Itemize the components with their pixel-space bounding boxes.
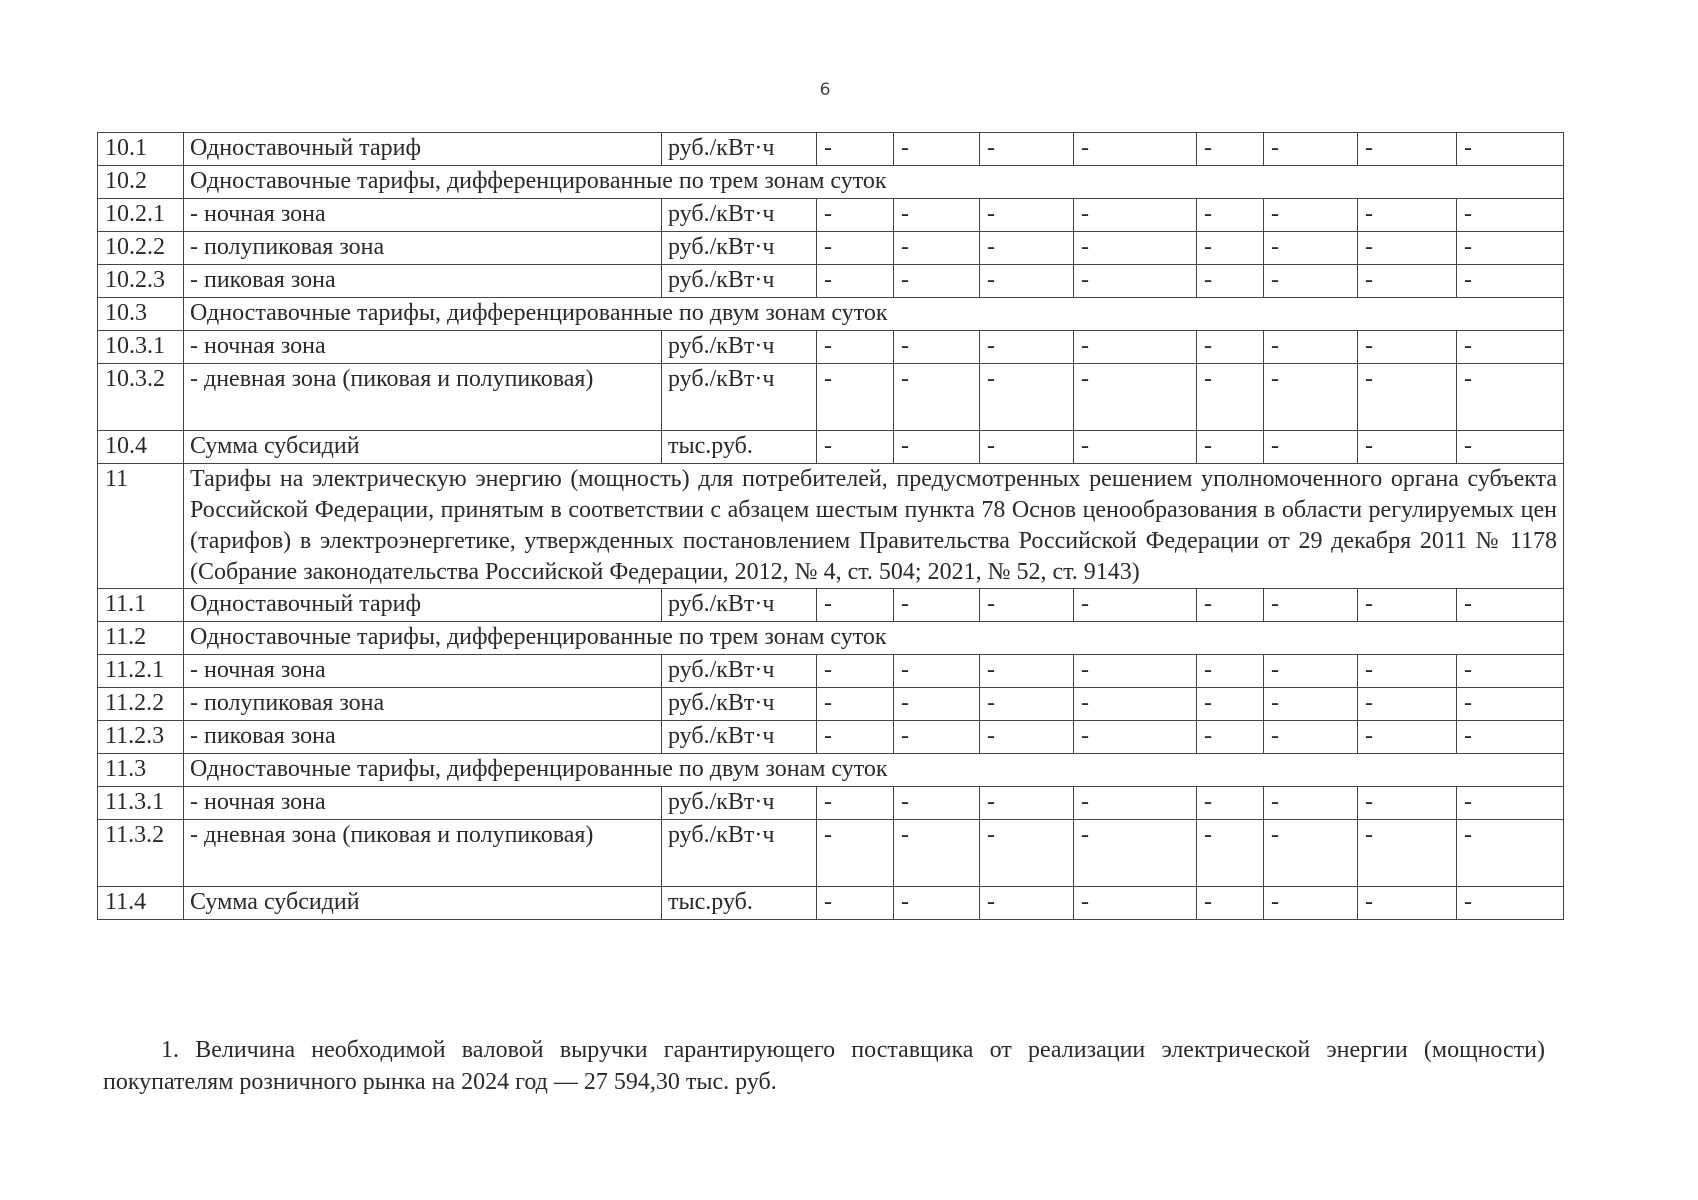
row-value: - <box>1074 265 1197 298</box>
row-value: - <box>980 655 1074 688</box>
table-row <box>98 166 1564 199</box>
row-name: Одноставочный тариф <box>184 133 662 166</box>
row-unit: руб./кВт·ч <box>662 265 817 298</box>
row-value: - <box>1264 364 1358 431</box>
row-value: - <box>980 721 1074 754</box>
row-value: - <box>1264 787 1358 820</box>
row-value: - <box>894 721 980 754</box>
row-number: 11.2 <box>98 622 184 655</box>
tariff-table <box>97 132 1564 920</box>
row-value: - <box>1264 265 1358 298</box>
row-number: 11.3.1 <box>98 787 184 820</box>
table-row <box>98 887 1564 920</box>
row-value: - <box>1197 721 1264 754</box>
row-unit: руб./кВт·ч <box>662 364 817 431</box>
row-value: - <box>817 655 894 688</box>
row-value: - <box>1457 721 1564 754</box>
row-section-title: Одноставочные тарифы, дифференцированные по двум зонам суток <box>184 298 1564 331</box>
row-value: - <box>1264 589 1358 622</box>
row-value: - <box>1197 265 1264 298</box>
row-value: - <box>894 232 980 265</box>
row-name: - ночная зона <box>184 655 662 688</box>
row-value: - <box>1074 589 1197 622</box>
row-value: - <box>980 887 1074 920</box>
row-value: - <box>980 133 1074 166</box>
row-unit: тыс.руб. <box>662 431 817 464</box>
table-row <box>98 298 1564 331</box>
row-value: - <box>1197 431 1264 464</box>
row-value: - <box>1358 431 1457 464</box>
row-number: 10.2.3 <box>98 265 184 298</box>
row-value: - <box>1197 787 1264 820</box>
row-number: 11.4 <box>98 887 184 920</box>
row-unit: тыс.руб. <box>662 887 817 920</box>
row-value: - <box>1457 787 1564 820</box>
row-value: - <box>1074 820 1197 887</box>
row-value: - <box>1358 787 1457 820</box>
row-value: - <box>1457 887 1564 920</box>
row-value: - <box>894 364 980 431</box>
table-row <box>98 754 1564 787</box>
row-number: 10.4 <box>98 431 184 464</box>
row-value: - <box>817 688 894 721</box>
row-value: - <box>1358 133 1457 166</box>
row-name: - дневная зона (пиковая и полупиковая) <box>184 820 662 887</box>
row-number: 11.3.2 <box>98 820 184 887</box>
row-unit: руб./кВт·ч <box>662 721 817 754</box>
row-unit: руб./кВт·ч <box>662 232 817 265</box>
row-value: - <box>1197 655 1264 688</box>
row-value: - <box>1074 887 1197 920</box>
row-name: Сумма субсидий <box>184 431 662 464</box>
tariff-table-body <box>98 133 1564 920</box>
row-value: - <box>1074 787 1197 820</box>
row-value: - <box>1264 331 1358 364</box>
row-name: - дневная зона (пиковая и полупиковая) <box>184 364 662 431</box>
row-section-title: Одноставочные тарифы, дифференцированные по трем зонам суток <box>184 622 1564 655</box>
row-value: - <box>817 199 894 232</box>
row-value: - <box>894 820 980 887</box>
row-unit: руб./кВт·ч <box>662 655 817 688</box>
table-row <box>98 721 1564 754</box>
row-value: - <box>1358 265 1457 298</box>
row-value: - <box>1358 199 1457 232</box>
row-section-title: Тарифы на электрическую энергию (мощность) для потребителей, предусмотренных решением уполномоченного органа субъекта Российской Федерации, принятым в соответствии с абзацем шестым пункта 78 Основ ценообразования в области регулируемых цен (тарифов) в электроэнергетике, утвержденных постановлением Правительства Российской Федерации от 29 декабря 2011 № 1178 (Собрание законодательства Российской Федерации, 2012, № 4, ст. 504; 2021, № 52, ст. 9143) <box>184 464 1564 589</box>
row-unit: руб./кВт·ч <box>662 199 817 232</box>
row-number: 10.3.1 <box>98 331 184 364</box>
table-row <box>98 787 1564 820</box>
row-value: - <box>1074 232 1197 265</box>
row-value: - <box>1264 820 1358 887</box>
row-value: - <box>1264 887 1358 920</box>
row-value: - <box>980 331 1074 364</box>
row-unit: руб./кВт·ч <box>662 688 817 721</box>
row-value: - <box>1358 655 1457 688</box>
row-name: Одноставочный тариф <box>184 589 662 622</box>
row-unit: руб./кВт·ч <box>662 133 817 166</box>
row-unit: руб./кВт·ч <box>662 589 817 622</box>
row-value: - <box>980 364 1074 431</box>
row-value: - <box>1358 331 1457 364</box>
row-name: - ночная зона <box>184 199 662 232</box>
row-value: - <box>894 265 980 298</box>
table-row <box>98 133 1564 166</box>
row-value: - <box>1197 364 1264 431</box>
row-value: - <box>1197 133 1264 166</box>
row-unit: руб./кВт·ч <box>662 820 817 887</box>
row-value: - <box>1074 688 1197 721</box>
row-value: - <box>1358 364 1457 431</box>
row-value: - <box>1074 431 1197 464</box>
row-value: - <box>894 655 980 688</box>
row-number: 10.3.2 <box>98 364 184 431</box>
row-number: 11.2.1 <box>98 655 184 688</box>
row-number: 11 <box>98 464 184 589</box>
row-value: - <box>1457 232 1564 265</box>
row-value: - <box>1457 265 1564 298</box>
row-value: - <box>1264 199 1358 232</box>
row-value: - <box>1457 688 1564 721</box>
row-value: - <box>980 820 1074 887</box>
row-value: - <box>980 232 1074 265</box>
row-section-title: Одноставочные тарифы, дифференцированные по двум зонам суток <box>184 754 1564 787</box>
row-section-title: Одноставочные тарифы, дифференцированные по трем зонам суток <box>184 166 1564 199</box>
table-row <box>98 265 1564 298</box>
row-name: - ночная зона <box>184 787 662 820</box>
table-row <box>98 589 1564 622</box>
row-value: - <box>1074 721 1197 754</box>
row-value: - <box>1264 721 1358 754</box>
row-number: 10.1 <box>98 133 184 166</box>
row-value: - <box>817 589 894 622</box>
row-value: - <box>1457 820 1564 887</box>
row-number: 11.3 <box>98 754 184 787</box>
row-value: - <box>1264 431 1358 464</box>
row-value: - <box>1358 721 1457 754</box>
row-value: - <box>1457 364 1564 431</box>
row-value: - <box>817 721 894 754</box>
row-value: - <box>817 265 894 298</box>
row-value: - <box>1074 133 1197 166</box>
row-value: - <box>894 887 980 920</box>
table-row <box>98 199 1564 232</box>
row-value: - <box>1197 688 1264 721</box>
row-number: 11.1 <box>98 589 184 622</box>
row-value: - <box>980 589 1074 622</box>
row-name: - пиковая зона <box>184 265 662 298</box>
row-number: 10.2 <box>98 166 184 199</box>
row-value: - <box>980 199 1074 232</box>
table-row <box>98 464 1564 589</box>
table-row <box>98 655 1564 688</box>
row-value: - <box>1457 589 1564 622</box>
row-value: - <box>894 688 980 721</box>
row-value: - <box>980 688 1074 721</box>
row-value: - <box>1457 199 1564 232</box>
page-number: 6 <box>819 80 831 100</box>
row-value: - <box>817 133 894 166</box>
row-value: - <box>1197 331 1264 364</box>
row-number: 11.2.2 <box>98 688 184 721</box>
row-number: 10.3 <box>98 298 184 331</box>
row-value: - <box>1358 232 1457 265</box>
row-value: - <box>1358 589 1457 622</box>
row-value: - <box>894 431 980 464</box>
row-value: - <box>1074 364 1197 431</box>
row-number: 10.2.2 <box>98 232 184 265</box>
row-name: Сумма субсидий <box>184 887 662 920</box>
row-value: - <box>1074 655 1197 688</box>
row-value: - <box>1264 655 1358 688</box>
row-value: - <box>894 589 980 622</box>
row-value: - <box>1457 431 1564 464</box>
row-value: - <box>980 431 1074 464</box>
table-row <box>98 331 1564 364</box>
row-value: - <box>1358 820 1457 887</box>
row-value: - <box>817 232 894 265</box>
row-name: - полупиковая зона <box>184 688 662 721</box>
row-value: - <box>1197 589 1264 622</box>
row-value: - <box>1358 887 1457 920</box>
row-value: - <box>1358 688 1457 721</box>
row-unit: руб./кВт·ч <box>662 787 817 820</box>
row-value: - <box>1457 655 1564 688</box>
table-row <box>98 364 1564 431</box>
row-unit: руб./кВт·ч <box>662 331 817 364</box>
row-name: - полупиковая зона <box>184 232 662 265</box>
table-row <box>98 622 1564 655</box>
row-value: - <box>894 199 980 232</box>
row-value: - <box>1264 232 1358 265</box>
row-number: 11.2.3 <box>98 721 184 754</box>
row-name: - пиковая зона <box>184 721 662 754</box>
row-value: - <box>980 265 1074 298</box>
row-value: - <box>1457 331 1564 364</box>
row-value: - <box>817 820 894 887</box>
row-value: - <box>1264 133 1358 166</box>
row-value: - <box>894 787 980 820</box>
row-value: - <box>817 431 894 464</box>
row-value: - <box>1264 688 1358 721</box>
row-value: - <box>1197 232 1264 265</box>
row-number: 10.2.1 <box>98 199 184 232</box>
table-row <box>98 688 1564 721</box>
row-value: - <box>1197 820 1264 887</box>
table-row <box>98 232 1564 265</box>
row-value: - <box>817 364 894 431</box>
row-value: - <box>817 787 894 820</box>
row-value: - <box>1197 199 1264 232</box>
table-row <box>98 820 1564 887</box>
row-value: - <box>817 331 894 364</box>
row-value: - <box>1074 331 1197 364</box>
row-name: - ночная зона <box>184 331 662 364</box>
row-value: - <box>1457 133 1564 166</box>
row-value: - <box>1197 887 1264 920</box>
row-value: - <box>817 887 894 920</box>
row-value: - <box>894 331 980 364</box>
table-row <box>98 431 1564 464</box>
footnote: 1. Величина необходимой валовой выручки гарантирующего поставщика от реализации электрической энергии (мощности) покупателям розничного рынка на 2024 год — 27 594,30 тыс. руб. <box>103 1037 1545 1095</box>
row-value: - <box>1074 199 1197 232</box>
row-value: - <box>894 133 980 166</box>
row-value: - <box>980 787 1074 820</box>
